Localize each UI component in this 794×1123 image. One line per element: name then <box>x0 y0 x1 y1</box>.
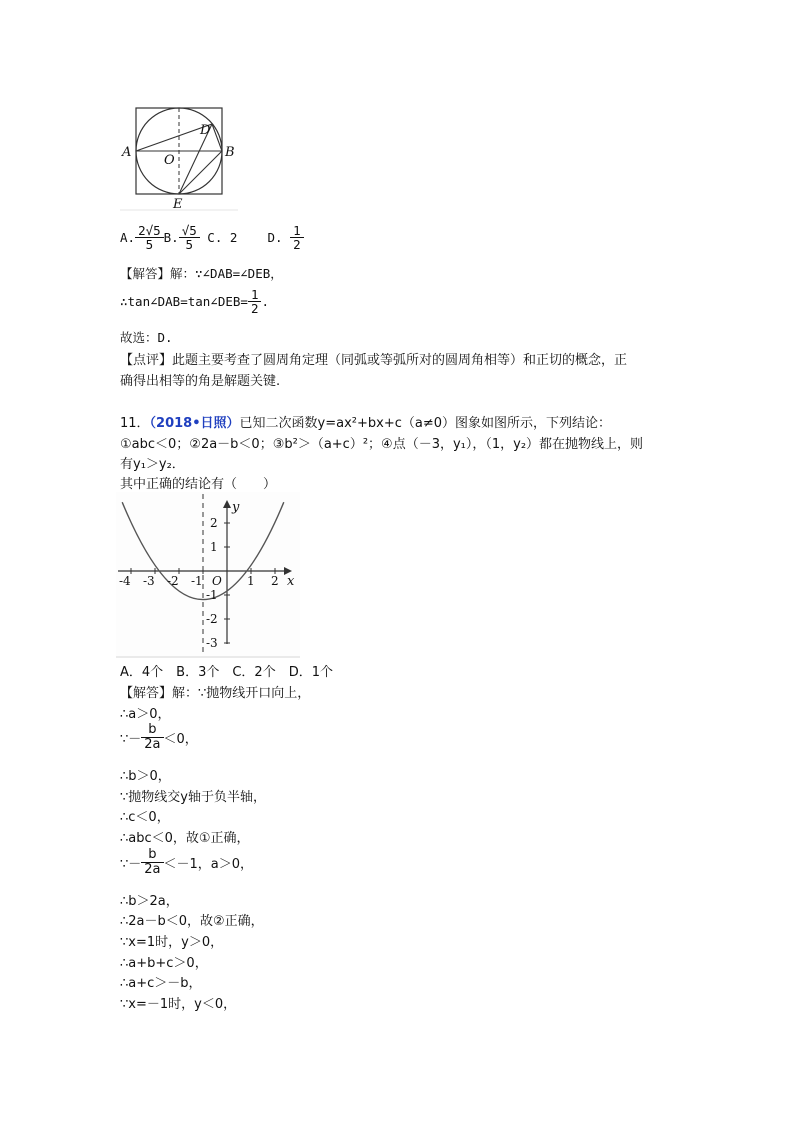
option-a-label: A. <box>120 230 136 246</box>
q11-stem-line2: ①abc＜0；②2a－b＜0；③b²＞（a+c）²；④点（－3，y₁），（1，y₂）都在抛物线上，则 <box>120 437 644 452</box>
solution-line-9: ∴b＞2a， <box>120 894 179 909</box>
q10-options <box>120 224 304 251</box>
option-d-fraction: $\frac{1}{2}$ <box>290 224 304 251</box>
solution-line-8: ∵－ $\frac{b}{2a}$ ＜－1，a＞0， <box>120 847 254 877</box>
option-b-label: B. <box>163 230 179 246</box>
solution-line-12: ∴a+b+c＞0， <box>120 956 208 971</box>
solution-line-3: ∵－ $\frac{b}{2a}$ ＜0， <box>120 722 198 752</box>
circle-figure <box>118 104 240 214</box>
parabola-graph <box>116 492 300 658</box>
origin-label: O <box>212 574 222 588</box>
label-o: O <box>164 153 175 168</box>
x-tick-label-2: 2 <box>271 574 279 588</box>
q11-stem-line3: 有y₁＞y₂． <box>120 457 185 472</box>
q11-source: （2018•日照） <box>149 416 240 431</box>
solution-line-2: ∴a＞0， <box>120 707 171 722</box>
q11-stem-line1 <box>120 412 611 431</box>
solution-line-6: ∴c＜0， <box>120 810 170 825</box>
x-tick-label-neg2: -2 <box>167 574 179 588</box>
q10-answer-line1: 【解答】解：∵∠DAB=∠DEB， <box>120 266 283 281</box>
y-tick-label-neg1: -1 <box>206 588 218 602</box>
solution-line-7: ∴abc＜0，故①正确， <box>120 831 250 846</box>
solution-line-14: ∵x=－1时，y＜0， <box>120 997 237 1012</box>
tan-value-fraction: $\frac{1}{2}$ <box>248 288 262 315</box>
y-axis-label: y <box>232 500 240 515</box>
x-tick-label-neg3: -3 <box>143 574 155 588</box>
option-b-fraction: $\frac{√5}{5}$ <box>179 224 200 251</box>
chord-db <box>212 124 222 151</box>
y-tick-label-1: 1 <box>210 540 218 554</box>
solution-line-10: ∴2a－b＜0，故②正确， <box>120 914 264 929</box>
option-c: C. 2 <box>207 230 238 246</box>
axis-fraction-2: $\frac{b}{2a}$ <box>141 848 163 876</box>
x-tick-label-neg1: -1 <box>191 574 203 588</box>
solution-line-11: ∵x=1时，y＞0， <box>120 935 224 950</box>
q10-comment-line2: 确得出相等的角是解题关键. <box>120 374 281 389</box>
q10-choice: 故选：D. <box>120 330 173 345</box>
label-b: B <box>225 145 235 160</box>
solution-line-5: ∵抛物线交y轴于负半轴， <box>120 790 266 805</box>
axis-fraction: $\frac{b}{2a}$ <box>141 723 163 751</box>
label-a: A <box>122 145 132 160</box>
option-a-fraction: $\frac{2√5}{5}$ <box>135 224 164 251</box>
solution-line-4: ∴b＞0， <box>120 769 171 784</box>
q11-number: 11． <box>120 416 150 431</box>
y-tick-label-neg3: -3 <box>206 636 218 650</box>
x-tick-label-1: 1 <box>247 574 255 588</box>
q10-answer-line2: ∴tan∠DAB=tan∠DEB= $\frac{1}{2}$ . <box>120 287 269 317</box>
y-tick-label-neg2: -2 <box>206 612 218 626</box>
solution-line-1: 【解答】解：∵抛物线开口向上， <box>120 686 311 701</box>
y-tick-label-2: 2 <box>210 516 218 530</box>
label-e: E <box>173 197 183 212</box>
x-axis-label: x <box>287 574 295 589</box>
q10-comment-line1: 【点评】此题主要考查了圆周角定理（同弧或等弧所对的圆周角相等）和正切的概念，正 <box>120 353 628 368</box>
q11-options: A．4个 B．3个 C．2个 D．1个 <box>120 665 333 680</box>
label-d: D <box>200 123 211 138</box>
solution-line-13: ∴a+c＞－b， <box>120 976 202 991</box>
q11-stem-text: 已知二次函数y=ax²+bx+c（a≠0）图象如图所示，下列结论： <box>239 416 612 431</box>
x-tick-label-neg4: -4 <box>119 574 131 588</box>
option-d-label: D. <box>267 230 283 246</box>
q11-stem-line4: 其中正确的结论有（ ） <box>120 477 277 492</box>
